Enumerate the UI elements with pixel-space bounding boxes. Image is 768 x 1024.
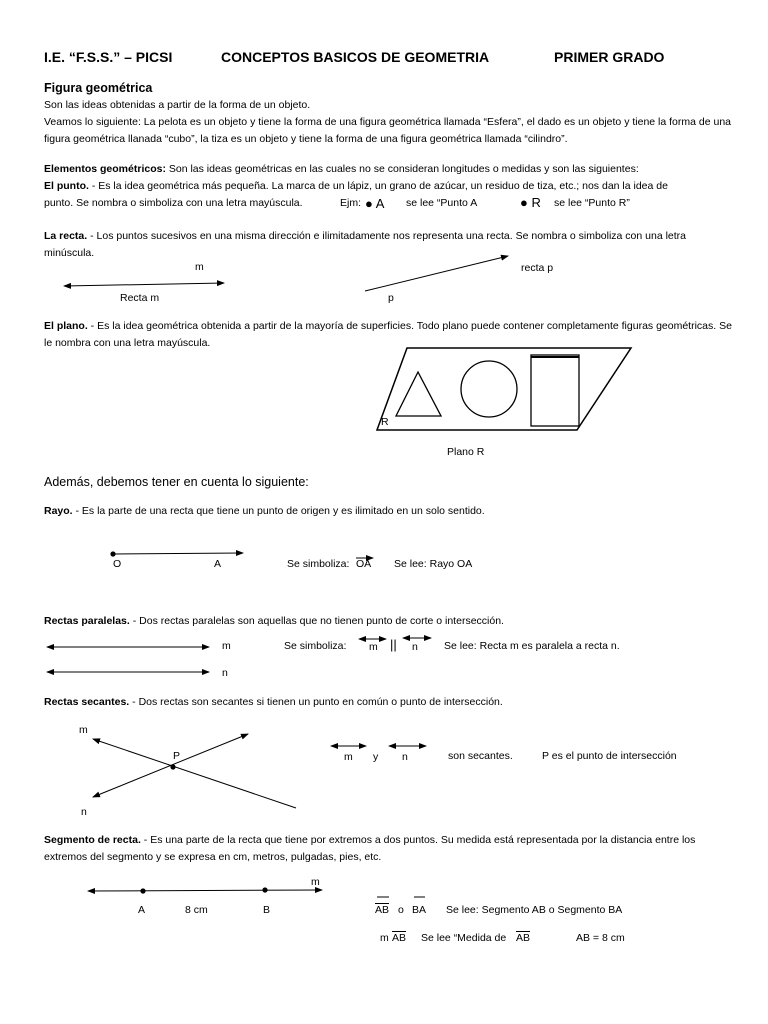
plano-triangle [396, 372, 441, 416]
paralela-n-letter: n [222, 667, 228, 679]
figura-paragraph: Veamos lo siguiente: La pelota es un objeto y tiene la forma de una figura geométrica llamada “Esfera”, el dado es un objeto y tiene la forma de una figura geométrica llanada “cubo”, la tiza es un objeto y tiene la forma de una figura geométrica llamada “cilindro”. [44, 116, 732, 145]
paralelas-read: Se lee: Recta m es paralela a recta n. [444, 640, 620, 652]
segment-a-letter: A [138, 904, 146, 916]
read-point-a: se lee “Punto A [406, 197, 478, 209]
measure-ab-symbol: $\overline{AB}$ [392, 932, 407, 944]
recta-p-line [365, 256, 508, 291]
measure-read: Se lee “Medida de [421, 932, 507, 944]
recta-paragraph: La recta. - Los puntos sucesivos en una misma dirección e ilimitadamente nos representa una recta. Se nombra o simboliza con una letra minúscula. [44, 230, 687, 259]
plano-rectangle [531, 355, 579, 426]
punto-paragraph-1: El punto. - Es la idea geométrica más pequeña. La marca de un lápiz, un grano de azúcar, un residuo de tiza, etc.; nos dan la idea de [44, 180, 668, 192]
measure-ab-symbol-2: $\overline{AB}$ [516, 932, 531, 944]
segmento-line [88, 890, 322, 891]
point-a-example: ● A [365, 196, 385, 211]
figura-heading: Figura geométrica [44, 81, 153, 95]
recta-p-caption: recta p [521, 262, 554, 274]
segment-point-a [140, 888, 145, 893]
plano-parallelogram [377, 348, 631, 430]
read-point-r: se lee “Punto R” [554, 197, 630, 209]
secantes-text: son secantes. [448, 750, 513, 762]
secantes-paragraph: Rectas secantes. - Dos rectas son secantes si tienen un punto en común o punto de intersección. [44, 696, 503, 708]
recta-m-caption: Recta m [120, 292, 160, 304]
elementos-label: Elementos geométricos: [44, 163, 166, 175]
ejm-label: Ejm: [340, 197, 361, 209]
intersection-point-p [170, 764, 175, 769]
figura-line1: Son las ideas obtenidas a partir de la forma de un objeto. [44, 99, 311, 111]
page-title: CONCEPTOS BASICOS DE GEOMETRIA [221, 49, 490, 65]
segmento-paragraph: Segmento de recta. - Es una parte de la recta que tiene por extremos a dos puntos. Su medida está representada por la distancia entre los extremos del segmento y se expresa en cm, metros, pulgadas, pies, etc. [44, 834, 696, 863]
recta-label: La recta. [44, 230, 88, 242]
rayo-symbol-label: Se simboliza: [287, 558, 350, 570]
rayo-a-letter: A [214, 558, 222, 570]
rayo-read: Se lee: Rayo OA [394, 558, 473, 570]
rayo-paragraph: Rayo. - Es la parte de una recta que tiene un punto de origen y es ilimitado en un solo sentido. [44, 505, 485, 517]
segment-point-b [262, 887, 267, 892]
plano-paragraph: El plano. - Es la idea geométrica obtenida a partir de la mayoría de superficies. Todo plano puede contener completamente figuras geométricas. Se le nombra con una letra mayúscula. [44, 320, 732, 349]
secantes-symbol-m: m [344, 751, 353, 763]
paralelas-paragraph: Rectas paralelas. - Dos rectas paralelas son aquellas que no tienen punto de corte o intersección. [44, 615, 504, 627]
ademas-heading: Además, debemos tener en cuenta lo siguiente: [44, 475, 309, 489]
segment-ba-symbol: BA [412, 904, 427, 916]
punto-label: El punto. [44, 180, 89, 192]
secantes-and: y [373, 751, 379, 763]
secantes-label: Rectas secantes. [44, 696, 130, 708]
paralelas-symbol-n: n [412, 641, 418, 653]
point-r-example: ● R [520, 195, 541, 210]
recta-p-letter: p [388, 292, 394, 304]
rayo-line [113, 553, 243, 554]
segmento-m-letter: m [311, 876, 320, 888]
plano-r-letter: R [381, 416, 389, 428]
grade-label: PRIMER GRADO [554, 49, 665, 65]
segmento-label: Segmento de recta. [44, 834, 141, 846]
plano-label: El plano. [44, 320, 88, 332]
secante-n-line [93, 734, 248, 797]
measure-equation: AB = 8 cm [576, 932, 625, 944]
intersection-text: P es el punto de intersección [542, 750, 677, 762]
secante-p-letter: P [173, 750, 181, 762]
parallel-symbol: || [390, 637, 397, 652]
paralela-m-letter: m [222, 640, 231, 652]
secante-m-line [93, 739, 296, 808]
plano-circle [461, 361, 517, 417]
recta-m-line [64, 283, 224, 286]
segment-b-letter: B [263, 904, 271, 916]
secante-n-letter: n [81, 806, 87, 818]
rayo-oa-symbol: OA [356, 558, 372, 570]
paralelas-symbol-label: Se simboliza: [284, 640, 347, 652]
paralelas-symbol-m: m [369, 641, 378, 653]
segment-or: o [398, 904, 404, 916]
plano-caption: Plano R [447, 446, 485, 458]
segment-ab-symbol: $\overline{AB}$ [375, 904, 390, 916]
paralelas-label: Rectas paralelas. [44, 615, 130, 627]
rayo-label: Rayo. [44, 505, 73, 517]
secante-m-letter: m [79, 724, 88, 736]
rayo-o-letter: O [113, 558, 122, 570]
measure-m: m [380, 932, 389, 944]
elementos-paragraph: Elementos geométricos: Son las ideas geométricas en las cuales no se consideran longitudes o medidas y son las siguientes: [44, 163, 639, 175]
punto-paragraph-2: punto. Se nombra o simboliza con una letra mayúscula. [44, 197, 303, 209]
recta-m-letter: m [195, 261, 204, 273]
segment-length: 8 cm [185, 904, 208, 916]
secantes-symbol-n: n [402, 751, 408, 763]
school-name: I.E. “F.S.S.” – PICSI [44, 49, 173, 65]
segment-read: Se lee: Segmento AB o Segmento BA [446, 904, 623, 916]
